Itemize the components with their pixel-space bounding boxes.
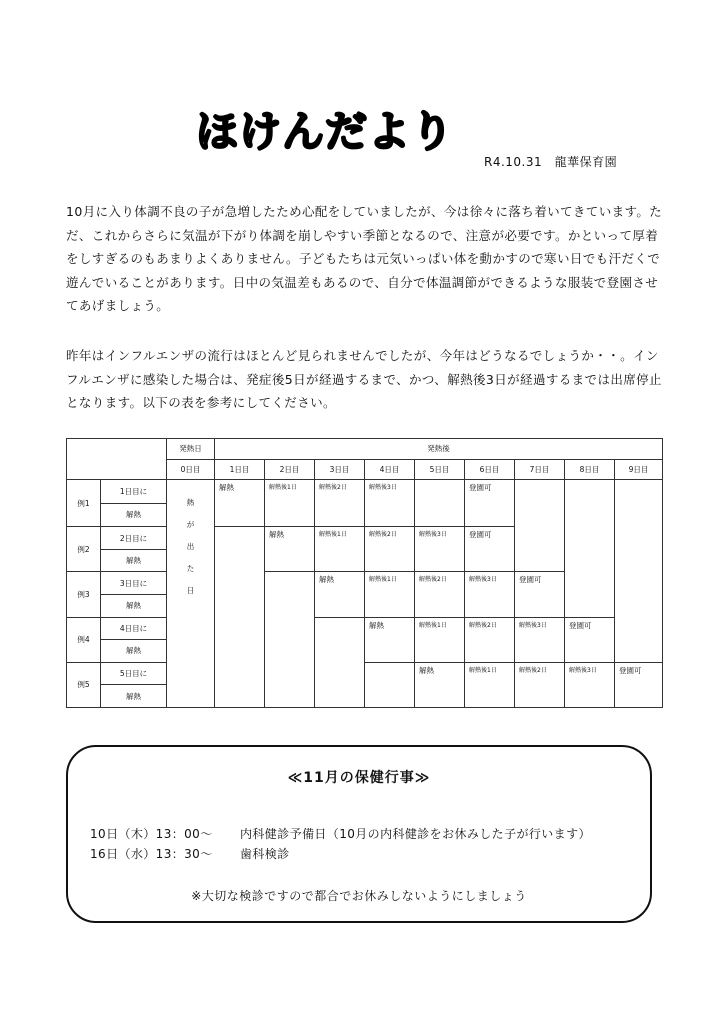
ex4-d4: 解熱 (365, 617, 415, 662)
ex1-d6: 登園可 (465, 480, 515, 527)
example-1-desc-1: 1日目に (101, 480, 167, 504)
ex5-d8: 解熱後3日 (565, 662, 615, 707)
event-2-time: 16日（水）13：30～ (90, 847, 213, 861)
ex1-d5 (415, 480, 465, 527)
ex1-d1: 解熱 (215, 480, 265, 527)
ex1-d4: 解熱後3日 (365, 480, 415, 527)
event-1-description: 内科健診予備日（10月の内科健診をお休みした子が行います） (240, 827, 591, 841)
intro-paragraph-2: 昨年はインフルエンザの流行はほとんど見られませんでしたが、今年はどうなるでしょうか・・。インフルエンザに感染した場合は、発症後5日が経過するまで、かつ、解熱後3日が経過するまでは出席停止となります。以下の表を参考にしてください。 (66, 348, 662, 410)
example-1-desc-2: 解熱 (101, 503, 167, 527)
health-event-1 (90, 825, 591, 842)
example-3-desc-1: 3日目に (101, 572, 167, 595)
ex1-2-d7 (515, 480, 565, 572)
ex2-d2: 解熱 (265, 527, 315, 572)
ex5-d6: 解熱後1日 (465, 662, 515, 707)
day-header-6: 6日目 (465, 459, 515, 480)
day-header-8: 8日目 (565, 459, 615, 480)
day-header-2: 2日目 (265, 459, 315, 480)
fever-day-column: 熱 が 出 た 日 (167, 480, 215, 708)
example-3-label: 例3 (67, 572, 101, 617)
after-onset-header: 発熱後 (215, 439, 663, 460)
ex4-5-d3 (315, 617, 365, 707)
example-2-desc-1: 2日目に (101, 527, 167, 550)
ex3-d6: 解熱後3日 (465, 572, 515, 617)
ex3-d3: 解熱 (315, 572, 365, 617)
table-corner-cell (67, 439, 167, 480)
example-2-desc-2: 解熱 (101, 549, 167, 572)
day-header-3: 3日目 (315, 459, 365, 480)
day-header-9: 9日目 (615, 459, 663, 480)
ex3-5-d2 (265, 572, 315, 708)
ex3-d5: 解熱後2日 (415, 572, 465, 617)
ex1-d2: 解熱後1日 (265, 480, 315, 527)
ex4-d8: 登園可 (565, 617, 615, 662)
event-2-description: 歯科検診 (240, 847, 290, 861)
ex2-d4: 解熱後2日 (365, 527, 415, 572)
onset-header: 発熱日 (167, 439, 215, 460)
ex1-3-d8 (565, 480, 615, 618)
ex4-d6: 解熱後2日 (465, 617, 515, 662)
ex5-d4 (365, 662, 415, 707)
event-1-time: 10日（木）13：00～ (90, 827, 213, 841)
day-header-1: 1日目 (215, 459, 265, 480)
ex5-d5: 解熱 (415, 662, 465, 707)
ex3-d4: 解熱後1日 (365, 572, 415, 617)
intro-paragraph-1: 10月に入り体調不良の子が急増したため心配をしていましたが、今は徐々に落ち着いてきています。ただ、これからさらに気温が下がり体調を崩しやすい季節となるので、注意が必要です。かといって厚着をしすぎるのもあまりよくありません。子どもたちは元気いっぱい体を動かすので寒い日でも汗だくで遊んでいることがあります。日中の気温差もあるので、自分で体温調節ができるような服装で登園させてあげましょう。 (66, 204, 663, 313)
ex4-d7: 解熱後3日 (515, 617, 565, 662)
example-5-desc-1: 5日目に (101, 662, 167, 685)
example-5-desc-2: 解熱 (101, 685, 167, 708)
example-5-label: 例5 (67, 662, 101, 707)
health-event-2 (90, 845, 290, 862)
example-4-label: 例4 (67, 617, 101, 662)
example-4-desc-2: 解熱 (101, 640, 167, 663)
date-and-school: R4.10.31 龍華保育園 (484, 155, 618, 169)
day-header-5: 5日目 (415, 459, 465, 480)
example-3-desc-2: 解熱 (101, 595, 167, 618)
ex1-4-d9 (615, 480, 663, 663)
ex1-d3: 解熱後2日 (315, 480, 365, 527)
title-outline-text: ほけんだより (195, 107, 455, 156)
ex4-d5: 解熱後1日 (415, 617, 465, 662)
ex2-d6: 登園可 (465, 527, 515, 572)
ex2-5-d1 (215, 527, 265, 708)
ex3-d7: 登園可 (515, 572, 565, 617)
health-events-title: ≪11月の保健行事≫ (287, 770, 431, 786)
health-events-box (66, 745, 652, 923)
ex2-d5: 解熱後3日 (415, 527, 465, 572)
example-1-label: 例1 (67, 480, 101, 527)
day-header-7: 7日目 (515, 459, 565, 480)
health-events-note: ※大切な検診ですので都合でお休みしないようにしましょう (191, 889, 527, 903)
example-4-desc-1: 4日目に (101, 617, 167, 640)
ex5-d7: 解熱後2日 (515, 662, 565, 707)
example-2-label: 例2 (67, 527, 101, 572)
attendance-suspension-table (66, 438, 663, 708)
day-header-4: 4日目 (365, 459, 415, 480)
ex2-d3: 解熱後1日 (315, 527, 365, 572)
ex5-d9: 登園可 (615, 662, 663, 707)
day-header-0: 0日目 (167, 459, 215, 480)
newsletter-title (180, 100, 470, 160)
